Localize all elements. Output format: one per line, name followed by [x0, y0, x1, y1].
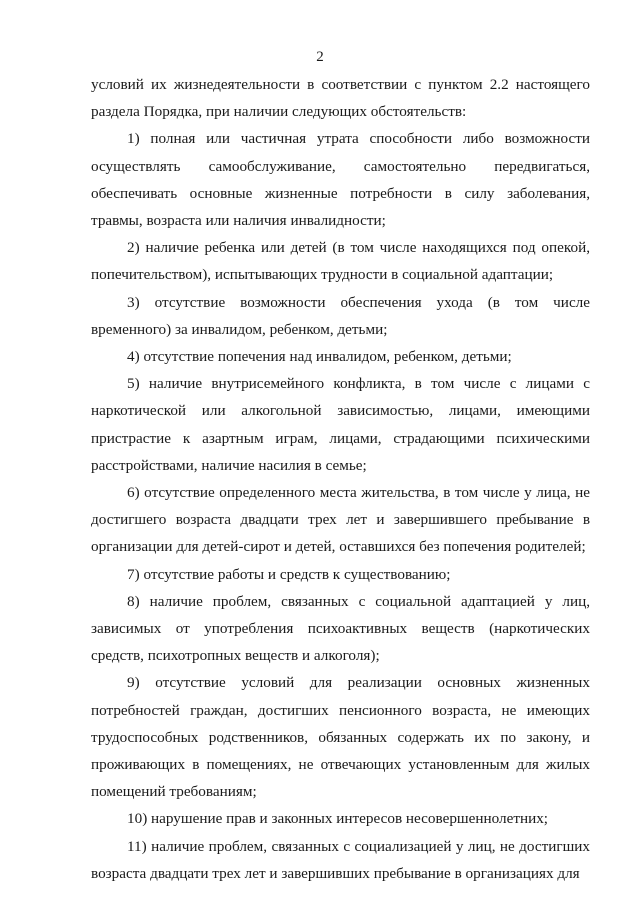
list-item-7: 7) отсутствие работы и средств к существованию;	[127, 565, 451, 583]
list-item-1: 1) полная или частичная утрата способности либо возможности осуществлять самообслуживание, самостоятельно передвигаться, обеспечивать основные жизненные потребности в силу заболевания, травмы, возраста или наличия инвалидности;	[91, 130, 590, 230]
list-item-9: 9) отсутствие условий для реализации основных жизненных потребностей граждан, достигших пенсионного возраста, не имеющих трудоспособных родственников, обязанных содержать их по закону, и проживающих в помещениях, не отвечающих установленным для жилых помещений требованиям;	[91, 674, 590, 801]
list-item-6: 6) отсутствие определенного места жительства, в том числе у лица, не достигшего возраста двадцати трех лет и завершившего пребывание в организации для детей-сирот и детей, оставшихся без попечения родителей;	[91, 484, 590, 556]
document-body	[91, 71, 590, 887]
list-item-2: 2) наличие ребенка или детей (в том числе находящихся под опекой, попечительством), испытывающих трудности в социальной адаптации;	[91, 239, 590, 284]
list-item-11: 11) наличие проблем, связанных с социализацией у лиц, не достигших возраста двадцати трех лет и завершивших пребывание в организациях для	[91, 837, 590, 882]
paragraph-continuation: условий их жизнедеятельности в соответствии с пунктом 2.2 настоящего раздела Порядка, при наличии следующих обстоятельств:	[91, 76, 590, 121]
list-item-10: 10) нарушение прав и законных интересов несовершеннолетних;	[127, 810, 549, 828]
list-item-3: 3) отсутствие возможности обеспечения ухода (в том числе временного) за инвалидом, ребенком, детьми;	[91, 293, 590, 338]
list-item-8: 8) наличие проблем, связанных с социальной адаптацией у лиц, зависимых от употребления психоактивных веществ (наркотических средств, психотропных веществ и алкоголя);	[91, 592, 590, 665]
list-item-4: 4) отсутствие попечения над инвалидом, ребенком, детьми;	[127, 348, 512, 366]
page-number: 2	[316, 49, 324, 65]
list-item-5: 5) наличие внутрисемейного конфликта, в том числе с лицами с наркотической или алкогольной зависимостью, лицами, имеющими пристрастие к азартным играм, лицами, страдающими психическими расстройствами, наличие насилия в семье;	[91, 375, 590, 474]
